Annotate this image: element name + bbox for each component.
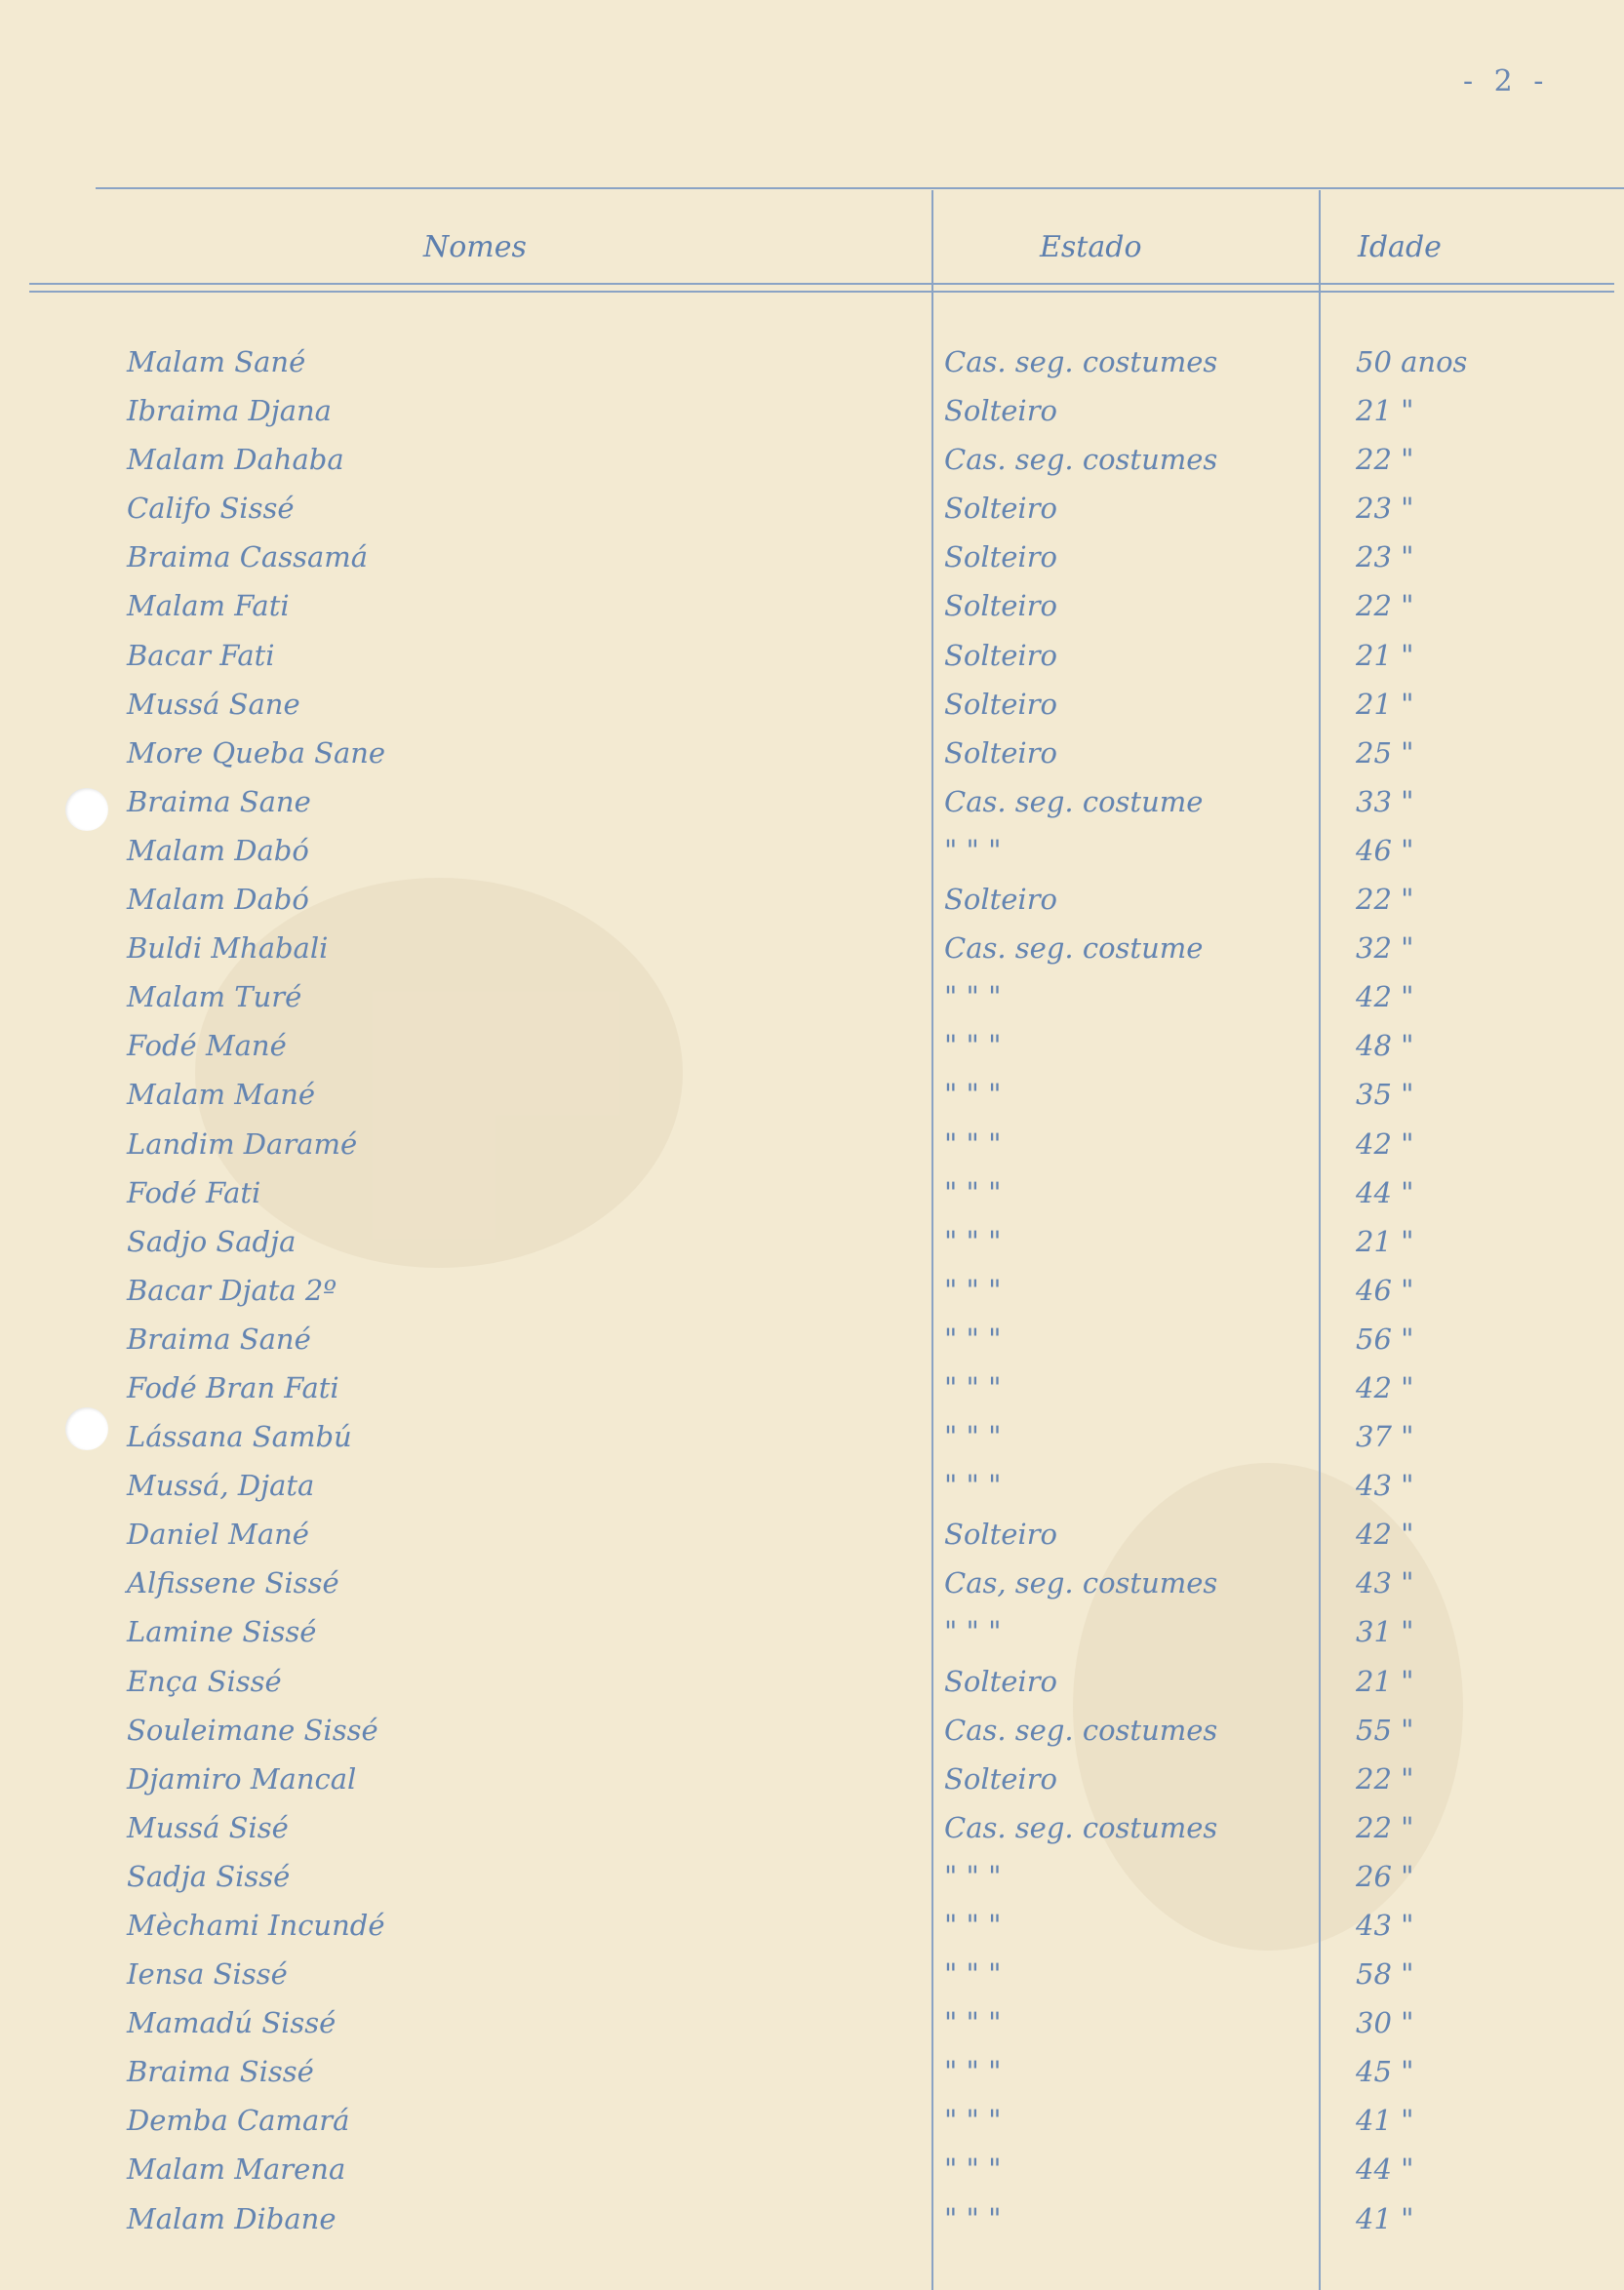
idade-cell: 21 " bbox=[1356, 638, 1414, 672]
name-cell: Malam Dabó bbox=[127, 883, 309, 917]
idade-cell: 45 " bbox=[1356, 2055, 1414, 2089]
idade-cell: 22 " bbox=[1356, 883, 1414, 917]
idade-cell: 32 " bbox=[1356, 931, 1414, 966]
name-cell: Daniel Mané bbox=[127, 1518, 309, 1552]
idade-cell: 21 " bbox=[1356, 1224, 1414, 1258]
estado-cell: " " " bbox=[944, 1273, 1002, 1307]
table-row bbox=[0, 682, 1624, 730]
estado-cell: " " " bbox=[944, 1909, 1002, 1942]
table-row bbox=[0, 1122, 1624, 1170]
idade-cell: 26 " bbox=[1356, 1859, 1414, 1893]
idade-cell: 43 " bbox=[1356, 1469, 1414, 1503]
name-cell: Fodé Mané bbox=[127, 1029, 287, 1063]
name-cell: Califo Sissé bbox=[127, 492, 295, 526]
estado-cell: " " " bbox=[944, 1029, 1002, 1063]
idade-cell: 46 " bbox=[1356, 833, 1414, 867]
estado-cell: " " " bbox=[944, 2201, 1002, 2235]
estado-cell: " " " bbox=[944, 1957, 1002, 1992]
estado-cell: Solteiro bbox=[944, 540, 1058, 574]
name-cell: Mèchami Incundé bbox=[127, 1909, 385, 1942]
idade-cell: 22 " bbox=[1356, 589, 1414, 623]
name-cell: Malam Turé bbox=[127, 980, 302, 1014]
table-row bbox=[0, 1659, 1624, 1708]
idade-cell: 41 " bbox=[1356, 2104, 1414, 2138]
estado-cell: Solteiro bbox=[944, 638, 1058, 672]
table-row bbox=[0, 1268, 1624, 1317]
name-cell: Lássana Sambú bbox=[127, 1420, 352, 1454]
name-cell: Landim Daramé bbox=[127, 1126, 358, 1161]
table-row bbox=[0, 388, 1624, 437]
name-cell: Bacar Djata 2º bbox=[127, 1273, 337, 1307]
table-row bbox=[0, 1023, 1624, 1072]
estado-cell: Solteiro bbox=[944, 1761, 1058, 1796]
estado-cell: Solteiro bbox=[944, 1664, 1058, 1698]
idade-cell: 42 " bbox=[1356, 1126, 1414, 1161]
table-row bbox=[0, 1317, 1624, 1365]
estado-cell: " " " bbox=[944, 1420, 1002, 1454]
table-row bbox=[0, 828, 1624, 877]
table-row bbox=[0, 486, 1624, 534]
idade-cell: 50 anos bbox=[1356, 345, 1468, 378]
idade-cell: 21 " bbox=[1356, 1664, 1414, 1698]
idade-cell: 21 " bbox=[1356, 687, 1414, 721]
estado-cell: Solteiro bbox=[944, 735, 1058, 770]
table-row bbox=[0, 877, 1624, 926]
idade-cell: 46 " bbox=[1356, 1273, 1414, 1307]
idade-cell: 22 " bbox=[1356, 1761, 1414, 1796]
idade-cell: 56 " bbox=[1356, 1322, 1414, 1356]
table-row bbox=[0, 1757, 1624, 1805]
estado-cell: Cas, seg. costumes bbox=[944, 1566, 1218, 1600]
table-row bbox=[0, 1512, 1624, 1560]
name-cell: Mussá Sane bbox=[127, 687, 300, 721]
table-row bbox=[0, 2000, 1624, 2049]
estado-cell: " " " bbox=[944, 980, 1002, 1014]
estado-cell: " " " bbox=[944, 1224, 1002, 1258]
name-cell: Sadjo Sadja bbox=[127, 1224, 297, 1258]
name-cell: Demba Camará bbox=[127, 2104, 350, 2138]
idade-cell: 21 " bbox=[1356, 394, 1414, 428]
table-body bbox=[0, 339, 1624, 2245]
name-cell: Buldi Mhabali bbox=[127, 931, 329, 966]
estado-cell: Solteiro bbox=[944, 1518, 1058, 1552]
idade-cell: 43 " bbox=[1356, 1909, 1414, 1942]
idade-cell: 44 " bbox=[1356, 2152, 1414, 2187]
name-cell: Malam Marena bbox=[127, 2152, 346, 2187]
table-row bbox=[0, 1854, 1624, 1903]
name-cell: Alfissene Sissé bbox=[127, 1566, 339, 1600]
table-row bbox=[0, 1414, 1624, 1463]
idade-cell: 23 " bbox=[1356, 540, 1414, 574]
header-estado: Estado bbox=[1040, 230, 1142, 264]
estado-cell: " " " bbox=[944, 2104, 1002, 2138]
estado-cell: Solteiro bbox=[944, 492, 1058, 526]
name-cell: Braima Sané bbox=[127, 1322, 311, 1356]
idade-cell: 42 " bbox=[1356, 1370, 1414, 1404]
table-row bbox=[0, 2196, 1624, 2245]
name-cell: Malam Dabó bbox=[127, 833, 309, 867]
name-cell: Sadja Sissé bbox=[127, 1859, 291, 1893]
name-cell: Malam Mané bbox=[127, 1078, 316, 1112]
name-cell: Braima Cassamá bbox=[127, 540, 369, 574]
idade-cell: 35 " bbox=[1356, 1078, 1414, 1112]
estado-cell: " " " bbox=[944, 2055, 1002, 2089]
table-row bbox=[0, 339, 1624, 388]
idade-cell: 25 " bbox=[1356, 735, 1414, 770]
table-row bbox=[0, 633, 1624, 682]
idade-cell: 23 " bbox=[1356, 492, 1414, 526]
idade-cell: 43 " bbox=[1356, 1566, 1414, 1600]
idade-cell: 44 " bbox=[1356, 1175, 1414, 1209]
estado-cell: " " " bbox=[944, 1126, 1002, 1161]
table-row bbox=[0, 1952, 1624, 2000]
idade-cell: 42 " bbox=[1356, 1518, 1414, 1552]
table-row bbox=[0, 1365, 1624, 1414]
estado-cell: " " " bbox=[944, 833, 1002, 867]
table-row bbox=[0, 1560, 1624, 1609]
table-row bbox=[0, 926, 1624, 974]
estado-cell: " " " bbox=[944, 1078, 1002, 1112]
name-cell: Malam Dibane bbox=[127, 2201, 337, 2235]
estado-cell: Cas. seg. costume bbox=[944, 784, 1204, 818]
idade-cell: 30 " bbox=[1356, 2006, 1414, 2040]
idade-cell: 41 " bbox=[1356, 2201, 1414, 2235]
estado-cell: Solteiro bbox=[944, 883, 1058, 917]
idade-cell: 58 " bbox=[1356, 1957, 1414, 1992]
name-cell: More Queba Sane bbox=[127, 735, 386, 770]
punch-hole bbox=[65, 788, 108, 831]
idade-cell: 55 " bbox=[1356, 1713, 1414, 1747]
table-row bbox=[0, 974, 1624, 1023]
name-cell: Mussá Sisé bbox=[127, 1810, 289, 1844]
table-row bbox=[0, 2098, 1624, 2147]
name-cell: Malam Dahaba bbox=[127, 443, 344, 477]
name-cell: Braima Sane bbox=[127, 784, 311, 818]
table-row bbox=[0, 1219, 1624, 1268]
idade-cell: 22 " bbox=[1356, 1810, 1414, 1844]
name-cell: Braima Sissé bbox=[127, 2055, 314, 2089]
table-row bbox=[0, 779, 1624, 828]
punch-hole bbox=[65, 1407, 108, 1450]
estado-cell: Solteiro bbox=[944, 589, 1058, 623]
table-row bbox=[0, 1708, 1624, 1757]
estado-cell: Cas. seg. costumes bbox=[944, 1810, 1218, 1844]
table-row bbox=[0, 1903, 1624, 1952]
table-row bbox=[0, 583, 1624, 632]
estado-cell: " " " bbox=[944, 2152, 1002, 2187]
estado-cell: " " " bbox=[944, 1859, 1002, 1893]
name-cell: Malam Fati bbox=[127, 589, 290, 623]
header-nomes: Nomes bbox=[423, 230, 527, 264]
table-row bbox=[0, 1072, 1624, 1121]
estado-cell: " " " bbox=[944, 1615, 1002, 1649]
header-idade: Idade bbox=[1358, 230, 1442, 264]
table-row bbox=[0, 2049, 1624, 2098]
table-row bbox=[0, 1170, 1624, 1219]
table-row bbox=[0, 1805, 1624, 1854]
idade-cell: 33 " bbox=[1356, 784, 1414, 818]
name-cell: Mamadú Sissé bbox=[127, 2006, 337, 2040]
name-cell: Malam Sané bbox=[127, 345, 306, 378]
name-cell: Iensa Sissé bbox=[127, 1957, 288, 1992]
idade-cell: 37 " bbox=[1356, 1420, 1414, 1454]
idade-cell: 48 " bbox=[1356, 1029, 1414, 1063]
name-cell: Ença Sissé bbox=[127, 1664, 282, 1698]
estado-cell: " " " bbox=[944, 2006, 1002, 2040]
estado-cell: " " " bbox=[944, 1469, 1002, 1503]
name-cell: Fodé Fati bbox=[127, 1175, 261, 1209]
estado-cell: Solteiro bbox=[944, 394, 1058, 428]
table-row bbox=[0, 437, 1624, 486]
table-top-rule bbox=[96, 187, 1624, 189]
estado-cell: Solteiro bbox=[944, 687, 1058, 721]
table-row bbox=[0, 1463, 1624, 1512]
estado-cell: Cas. seg. costumes bbox=[944, 1713, 1218, 1747]
table-row bbox=[0, 730, 1624, 779]
idade-cell: 31 " bbox=[1356, 1615, 1414, 1649]
estado-cell: " " " bbox=[944, 1175, 1002, 1209]
name-cell: Lamine Sissé bbox=[127, 1615, 317, 1649]
name-cell: Fodé Bran Fati bbox=[127, 1370, 339, 1404]
table-row bbox=[0, 2147, 1624, 2195]
name-cell: Ibraima Djana bbox=[127, 394, 332, 428]
idade-cell: 42 " bbox=[1356, 980, 1414, 1014]
estado-cell: " " " bbox=[944, 1322, 1002, 1356]
table-row bbox=[0, 534, 1624, 583]
header-rule-1 bbox=[29, 283, 1614, 285]
estado-cell: Cas. seg. costumes bbox=[944, 345, 1218, 378]
name-cell: Bacar Fati bbox=[127, 638, 275, 672]
estado-cell: Cas. seg. costume bbox=[944, 931, 1204, 966]
name-cell: Djamiro Mancal bbox=[127, 1761, 357, 1796]
estado-cell: Cas. seg. costumes bbox=[944, 443, 1218, 477]
table-row bbox=[0, 1609, 1624, 1658]
page-number: - 2 - bbox=[1463, 64, 1550, 99]
estado-cell: " " " bbox=[944, 1370, 1002, 1404]
header-rule-2 bbox=[29, 291, 1614, 293]
name-cell: Souleimane Sissé bbox=[127, 1713, 378, 1747]
name-cell: Mussá, Djata bbox=[127, 1469, 315, 1503]
idade-cell: 22 " bbox=[1356, 443, 1414, 477]
